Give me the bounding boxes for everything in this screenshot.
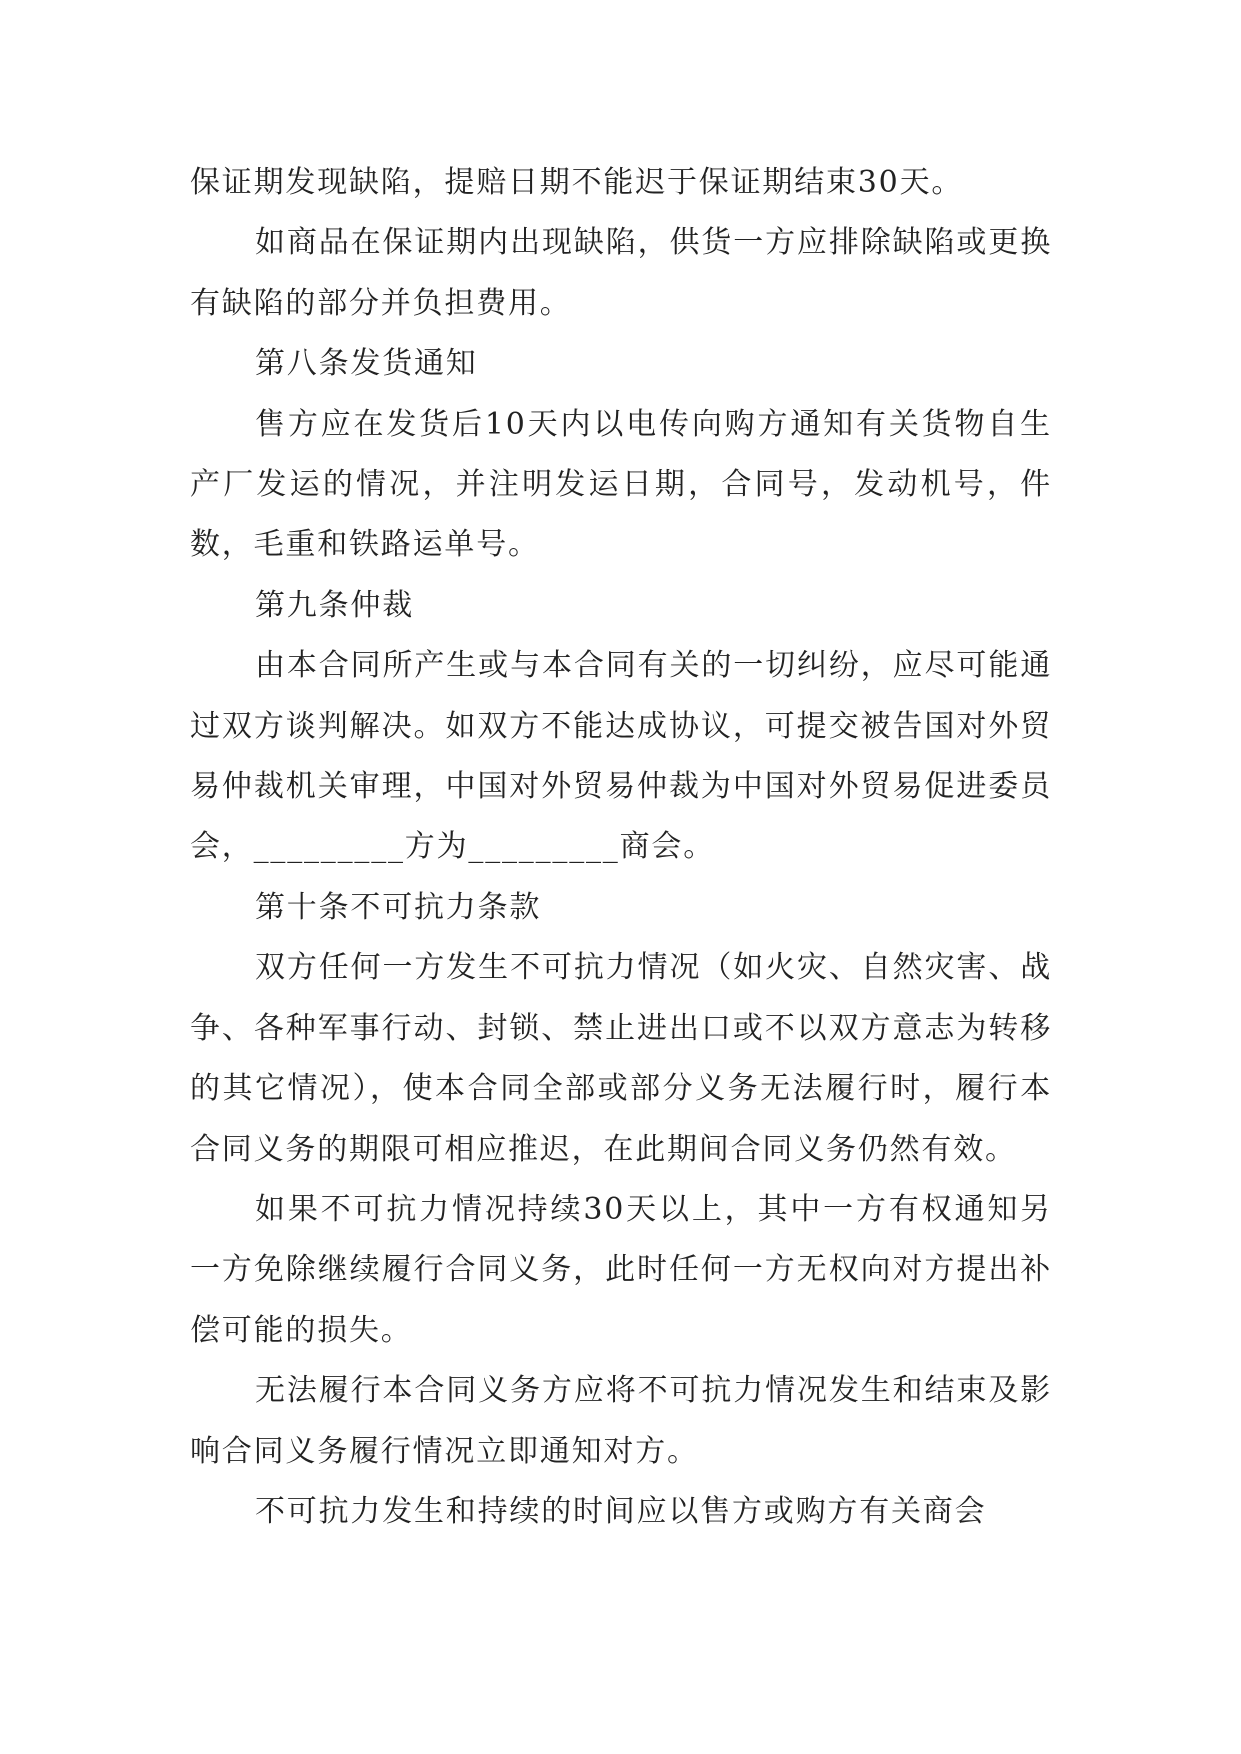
contract-body bbox=[190, 153, 1052, 1542]
paragraph-force-majeure-definition: 双方任何一方发生不可抗力情况（如火灾、自然灾害、战争、各种军事行动、封锁、禁止进出口或不以双方意志为转移的其它情况），使本合同全部或部分义务无法履行时，履行本合同义务的期限可相应推迟，在此期间合同义务仍然有效。 bbox=[190, 950, 1052, 1167]
heading-article-8-shipping-notice: 第八条发货通知 bbox=[255, 346, 478, 382]
paragraph-force-majeure-evidence: 不可抗力发生和持续的时间应以售方或购方有关商会 bbox=[255, 1493, 987, 1529]
paragraph-arbitration: 由本合同所产生或与本合同有关的一切纠纷，应尽可能通过双方谈判解决。如双方不能达成协议，可提交被告国对外贸易仲裁机关审理，中国对外贸易仲裁为中国对外贸易促进委员会，_________方为_________商会。 bbox=[190, 648, 1052, 865]
paragraph-warranty-claim-period: 保证期发现缺陷，提赔日期不能迟于保证期结束30天。 bbox=[190, 165, 964, 200]
heading-article-10-force-majeure: 第十条不可抗力条款 bbox=[255, 889, 542, 925]
paragraph-shipping-notice: 售方应在发货后10天内以电传向购方通知有关货物自生产厂发运的情况，并注明发运日期，合同号，发动机号，件数，毛重和铁路运单号。 bbox=[190, 406, 1052, 563]
paragraph-force-majeure-duration: 如果不可抗力情况持续30天以上，其中一方有权通知另一方免除继续履行合同义务，此时任何一方无权向对方提出补偿可能的损失。 bbox=[190, 1191, 1052, 1348]
heading-article-9-arbitration: 第九条仲裁 bbox=[255, 587, 414, 623]
paragraph-force-majeure-notification: 无法履行本合同义务方应将不可抗力情况发生和结束及影响合同义务履行情况立即通知对方。 bbox=[190, 1373, 1052, 1469]
paragraph-defect-remedy: 如商品在保证期内出现缺陷，供货一方应排除缺陷或更换有缺陷的部分并负担费用。 bbox=[190, 225, 1052, 321]
